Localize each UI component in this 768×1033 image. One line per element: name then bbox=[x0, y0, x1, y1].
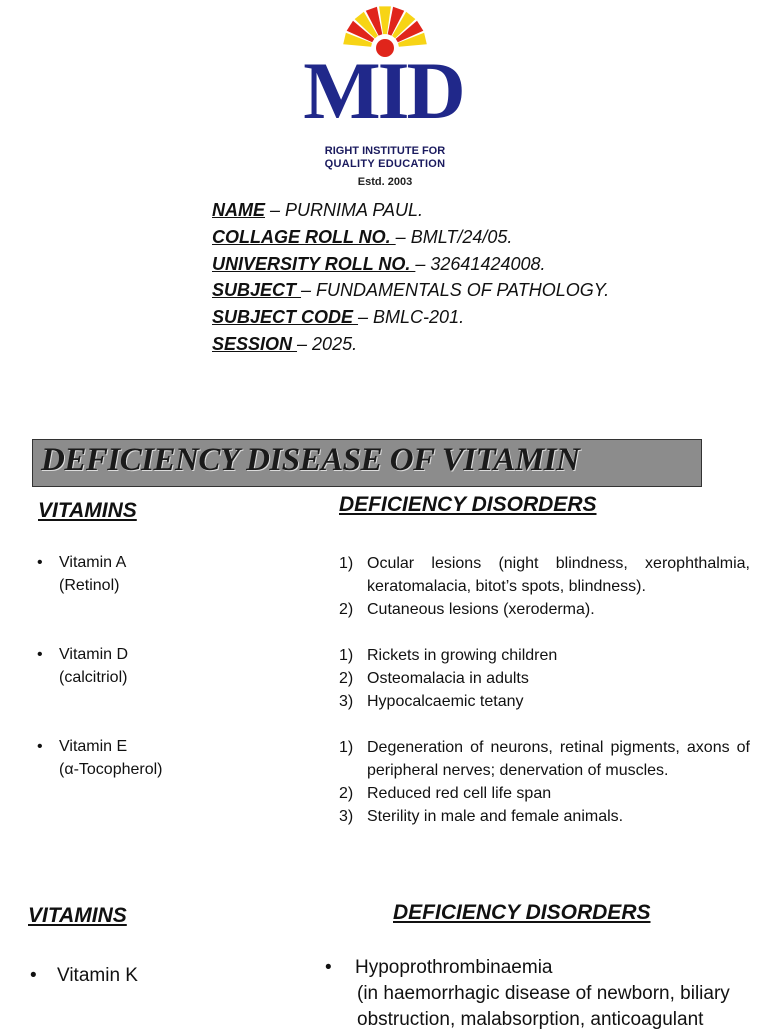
vitamins-header: VITAMINS bbox=[38, 499, 137, 522]
disorder-number: 2) bbox=[339, 670, 354, 687]
info-name bbox=[212, 197, 609, 224]
disorder-detail-line: (in haemorrhagic disease of newborn, biliary bbox=[357, 983, 730, 1004]
vitamin-d-entry bbox=[37, 643, 129, 689]
info-sep: – bbox=[415, 253, 431, 274]
bullet-icon: • bbox=[30, 965, 37, 986]
disorder-item bbox=[339, 667, 750, 690]
bullet-icon: • bbox=[325, 957, 332, 978]
vitamin-alias: (α-Tocopherol) bbox=[59, 761, 163, 778]
disorder-number: 3) bbox=[339, 808, 354, 825]
disorder-text: Sterility in male and female animals. bbox=[367, 808, 624, 825]
disorder-item bbox=[339, 805, 750, 828]
deficiency-disorders-header: DEFICIENCY DISORDERS bbox=[339, 493, 597, 516]
logo-tagline-line2: QUALITY EDUCATION bbox=[324, 158, 446, 170]
disorder-text: Hypocalcaemic tetany bbox=[367, 693, 524, 710]
disorder-text: Rickets in growing children bbox=[367, 647, 558, 664]
vitamin-e-entry bbox=[37, 735, 163, 781]
vitamins-header-2: VITAMINS bbox=[28, 904, 127, 927]
vitamin-a-disorders bbox=[339, 552, 750, 621]
vitamin-alias: (calcitriol) bbox=[59, 669, 128, 686]
info-label: NAME bbox=[212, 200, 265, 220]
slide-title-banner bbox=[32, 439, 702, 487]
slide-title: DEFICIENCY DISEASE OF VITAMIN bbox=[41, 442, 580, 478]
disorder-item bbox=[339, 598, 750, 621]
disorder-item bbox=[339, 644, 750, 667]
info-value: 2025. bbox=[312, 333, 358, 354]
info-label: SUBJECT CODE bbox=[212, 307, 359, 328]
disorder-number: 1) bbox=[339, 647, 354, 664]
info-label: COLLAGE ROLL NO. bbox=[212, 226, 396, 247]
disorder-text: Hypoprothrombinaemia bbox=[355, 957, 553, 978]
vitamin-name: Vitamin D bbox=[59, 646, 129, 663]
deficiency-disorders-header-2: DEFICIENCY DISORDERS bbox=[393, 901, 651, 924]
disorder-text: Osteomalacia in adults bbox=[367, 670, 529, 687]
info-sep: – bbox=[301, 280, 317, 301]
disorder-detail-line: obstruction, malabsorption, anticoagulant bbox=[357, 1009, 704, 1030]
disorder-text: Ocular lesions (night blindness, xerophthalmia, keratomalacia, bitot’s spots, blindness). bbox=[367, 555, 750, 595]
disorder-number: 1) bbox=[339, 555, 354, 572]
disorder-number: 1) bbox=[339, 739, 354, 756]
info-sep: – bbox=[358, 307, 374, 328]
disorder-item bbox=[339, 736, 750, 782]
vitamin-a-entry bbox=[37, 551, 127, 597]
logo-tagline-line1: RIGHT INSTITUTE FOR bbox=[324, 145, 446, 157]
disorder-item bbox=[339, 552, 750, 598]
info-sep: – bbox=[297, 333, 313, 354]
info-value: BMLT/24/05. bbox=[410, 226, 513, 247]
vitamin-k-disorders bbox=[325, 955, 730, 1033]
info-value: 32641424008. bbox=[430, 253, 546, 274]
logo-established: Estd. 2003 bbox=[357, 176, 413, 188]
vitamin-e-disorders bbox=[339, 736, 750, 828]
info-sep: – bbox=[265, 200, 286, 220]
info-session bbox=[212, 331, 609, 358]
info-label: SUBJECT bbox=[212, 280, 302, 301]
vitamin-alias: (Retinol) bbox=[59, 577, 120, 594]
info-university-roll bbox=[212, 251, 609, 278]
info-collage-roll bbox=[212, 224, 609, 251]
vitamin-k-entry bbox=[30, 963, 138, 989]
disorder-number: 2) bbox=[339, 785, 354, 802]
student-info bbox=[212, 197, 609, 358]
vitamin-name: Vitamin E bbox=[59, 738, 128, 755]
info-sep: – bbox=[395, 226, 411, 247]
vitamin-d-disorders bbox=[339, 644, 750, 713]
vitamin-name: Vitamin A bbox=[59, 554, 127, 571]
disorder-item bbox=[339, 782, 750, 805]
institute-logo bbox=[300, 4, 470, 188]
info-value: PURNIMA PAUL. bbox=[285, 200, 424, 220]
disorder-text: Degeneration of neurons, retinal pigments, axons of peripheral nerves; denervation of muscles. bbox=[367, 739, 750, 779]
disorder-number: 2) bbox=[339, 601, 354, 618]
disorder-text: Cutaneous lesions (xeroderma). bbox=[367, 601, 595, 618]
disorder-number: 3) bbox=[339, 693, 354, 710]
bullet-icon: • bbox=[37, 646, 43, 663]
bullet-icon: • bbox=[37, 554, 43, 571]
info-label: SESSION bbox=[212, 333, 298, 354]
info-label: UNIVERSITY ROLL NO. bbox=[212, 253, 416, 274]
bullet-icon: • bbox=[37, 738, 43, 755]
disorder-item bbox=[339, 690, 750, 713]
info-value: FUNDAMENTALS OF PATHOLOGY. bbox=[316, 280, 610, 301]
disorder-text: Reduced red cell life span bbox=[367, 785, 552, 802]
vitamin-name: Vitamin K bbox=[57, 965, 138, 986]
logo-wordmark: MID bbox=[303, 45, 463, 136]
info-subject-code bbox=[212, 304, 609, 331]
info-subject bbox=[212, 277, 609, 304]
info-value: BMLC-201. bbox=[373, 307, 465, 328]
